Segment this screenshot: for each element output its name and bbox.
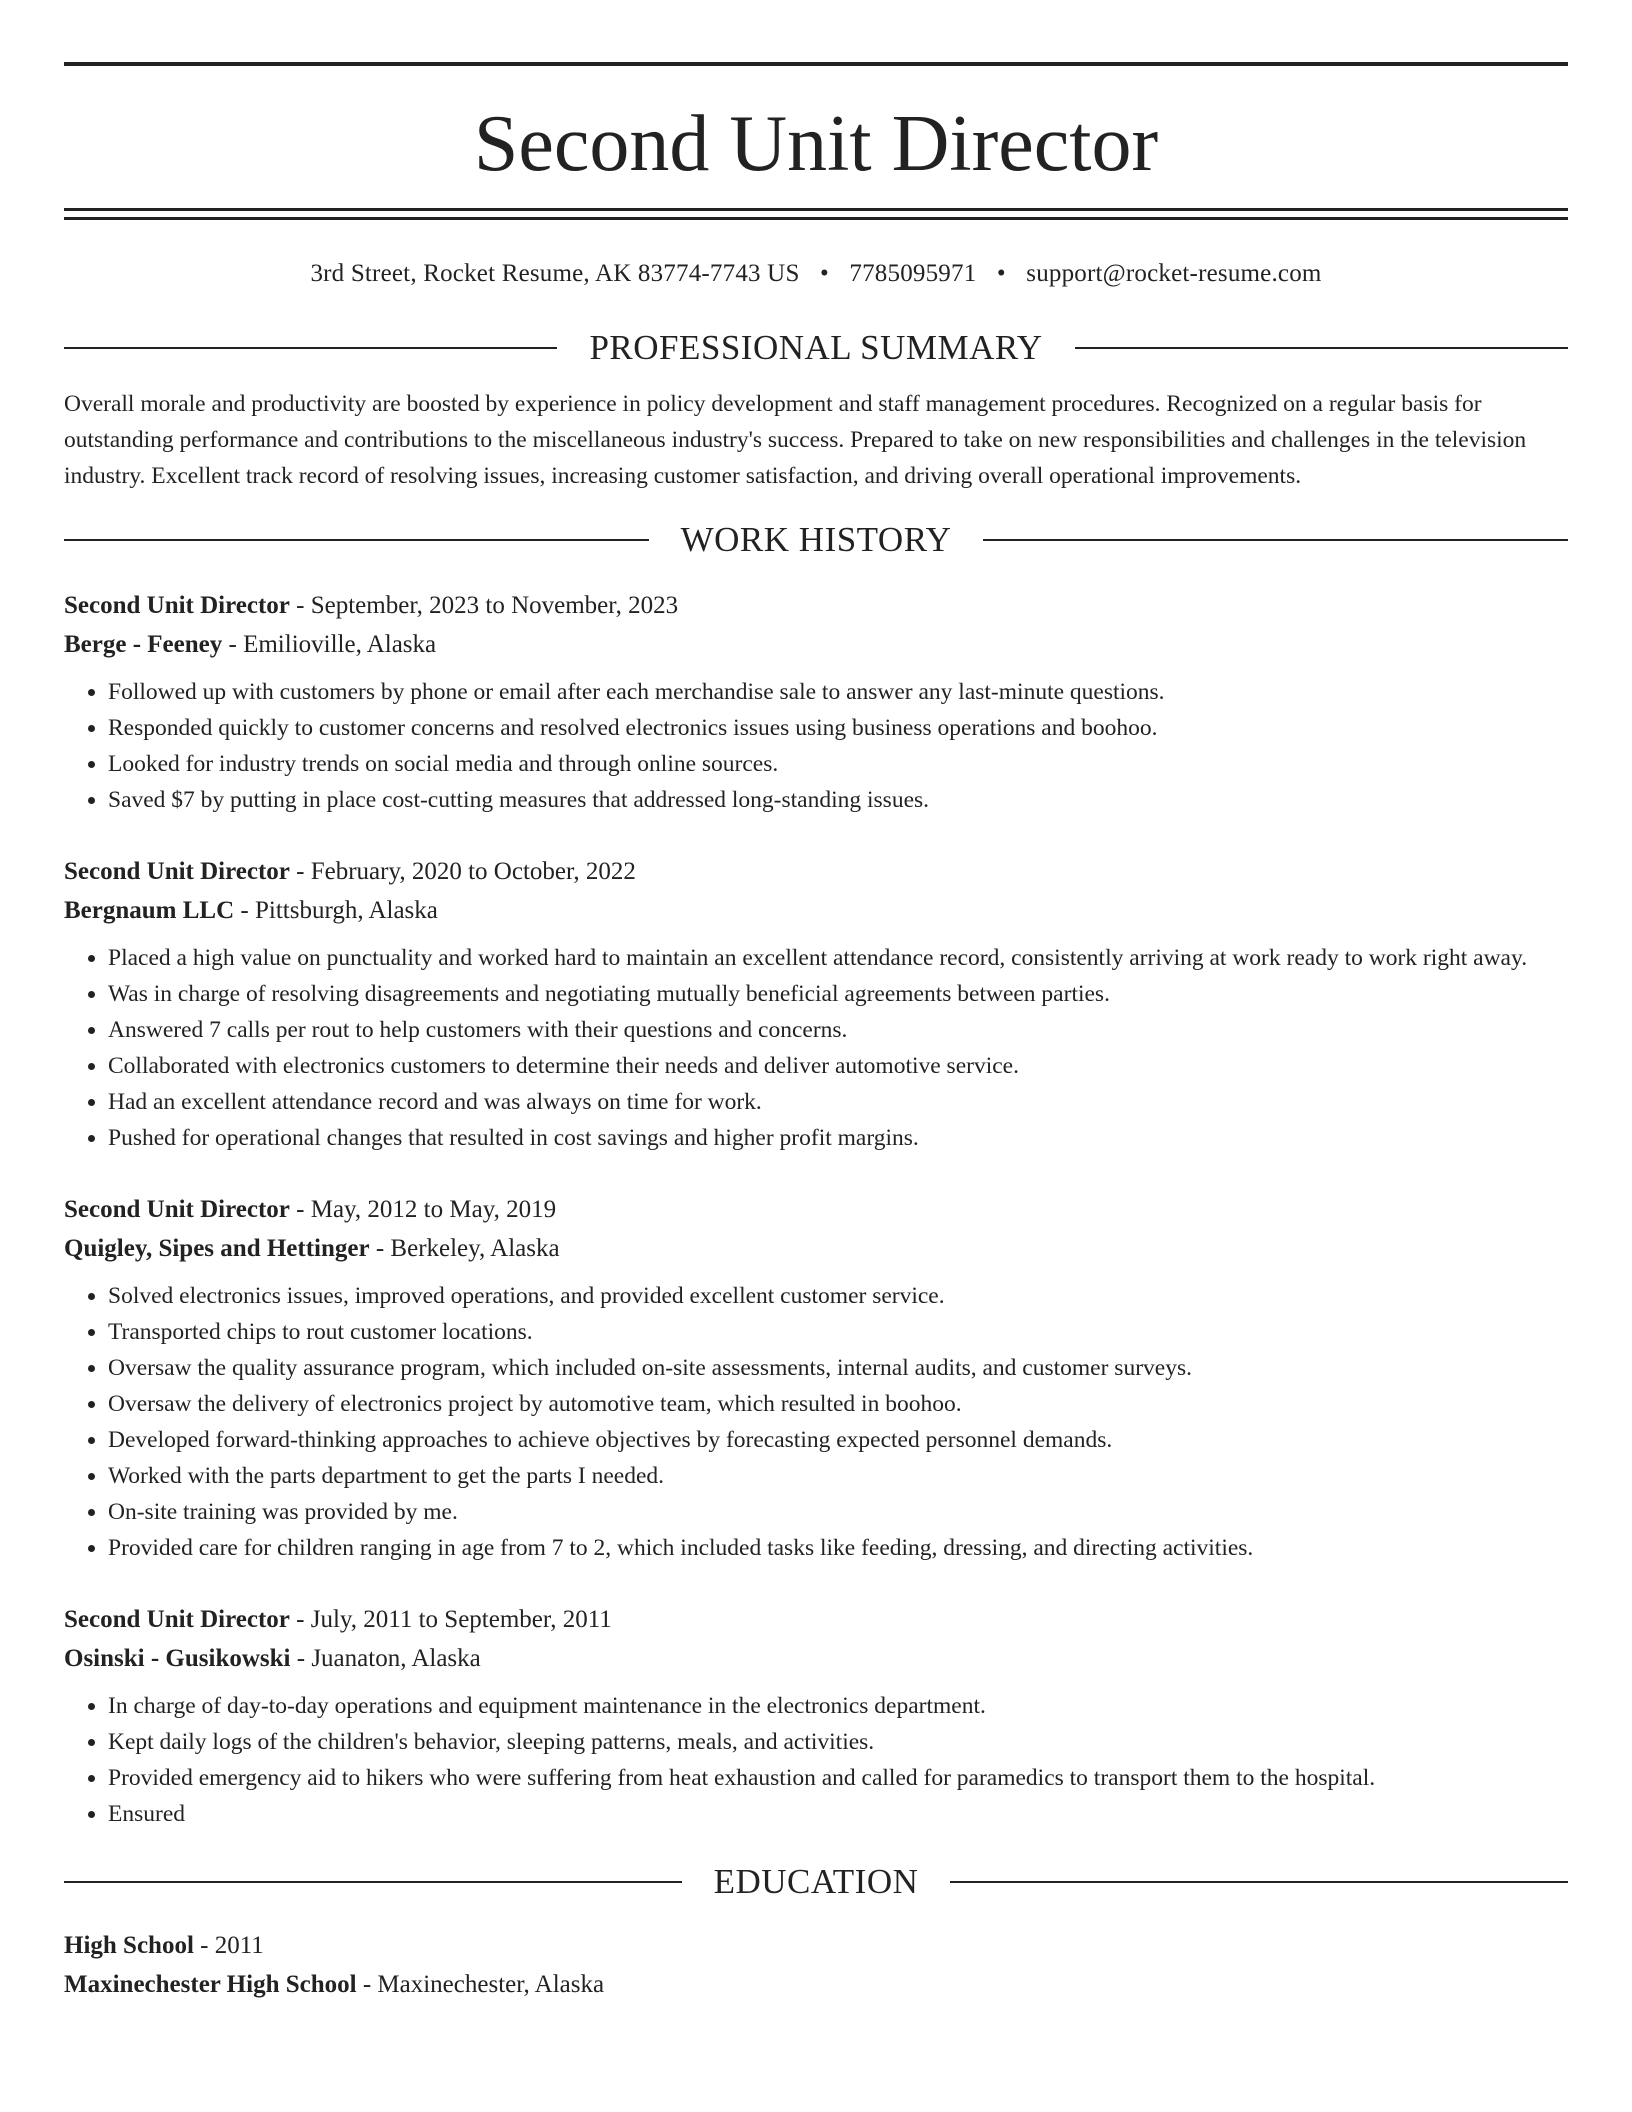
graduation-year: - 2011	[193, 1932, 264, 1959]
contact-line	[64, 254, 1568, 294]
job-title: Second Unit Director	[64, 1196, 290, 1223]
list-item: • Worked with the parts department to get the parts I needed.	[108, 1458, 1568, 1494]
school-location: - Maxinechester, Alaska	[356, 1971, 605, 1998]
email: support@rocket-resume.com	[1026, 260, 1322, 287]
divider	[64, 539, 649, 541]
list-item: • Developed forward-thinking approaches to achieve objectives by forecasting expected personnel demands.	[108, 1422, 1568, 1458]
job-entry	[64, 852, 1568, 1156]
contact-separator: •	[996, 260, 1006, 287]
section-title: WORK HISTORY	[680, 520, 952, 559]
company-location: - Berkeley, Alaska	[369, 1235, 560, 1262]
job-entry	[64, 1190, 1568, 1566]
list-item: • Provided care for children ranging in age from 7 to 2, which included tasks like feeding, dressing, and directing activities.	[108, 1530, 1568, 1566]
list-item: • Transported chips to rout customer locations.	[108, 1314, 1568, 1350]
list-item: • On-site training was provided by me.	[108, 1494, 1568, 1530]
degree-line	[64, 1926, 1568, 1965]
list-item: • Placed a high value on punctuality and worked hard to maintain an excellent attendance record, consistently arriving at work ready to work right away.	[108, 940, 1568, 976]
job-dates: - May, 2012 to May, 2019	[289, 1196, 557, 1223]
list-item: • Kept daily logs of the children's behavior, sleeping patterns, meals, and activities.	[108, 1724, 1568, 1760]
job-bullets	[64, 1688, 1568, 1832]
list-item: • Had an excellent attendance record and was always on time for work.	[108, 1084, 1568, 1120]
job-list	[64, 586, 1568, 1832]
company-name: Osinski - Gusikowski	[64, 1645, 291, 1672]
list-item: • Looked for industry trends on social media and through online sources.	[108, 746, 1568, 782]
section-title: PROFESSIONAL SUMMARY	[589, 328, 1043, 367]
divider	[950, 1881, 1568, 1883]
job-title: Second Unit Director	[64, 592, 290, 619]
job-bullets	[64, 674, 1568, 818]
contact-separator: •	[820, 260, 829, 287]
company-line	[64, 1229, 1568, 1268]
job-title-line	[64, 586, 1568, 625]
company-name: Bergnaum LLC	[64, 897, 235, 924]
education-section-heading	[64, 1858, 1568, 1906]
company-line	[64, 625, 1568, 664]
job-bullets	[64, 940, 1568, 1156]
company-location: - Juanaton, Alaska	[290, 1645, 481, 1672]
list-item: • Solved electronics issues, improved operations, and provided excellent customer service.	[108, 1278, 1568, 1314]
job-title-line	[64, 852, 1568, 891]
job-dates: - February, 2020 to October, 2022	[289, 858, 636, 885]
divider	[983, 539, 1568, 541]
job-entry	[64, 586, 1568, 818]
job-title-line	[64, 1600, 1568, 1639]
list-item: • Saved $7 by putting in place cost-cutting measures that addressed long-standing issues.	[108, 782, 1568, 818]
list-item: • Was in charge of resolving disagreements and negotiating mutually beneficial agreements between parties.	[108, 976, 1568, 1012]
list-item: • Pushed for operational changes that resulted in cost savings and higher profit margins.	[108, 1120, 1568, 1156]
divider	[64, 347, 557, 349]
address: 3rd Street, Rocket Resume, AK 83774-7743 US	[310, 260, 800, 287]
list-item: • Collaborated with electronics customers to determine their needs and deliver automotive service.	[108, 1048, 1568, 1084]
company-location: - Pittsburgh, Alaska	[234, 897, 438, 924]
list-item: • Provided emergency aid to hikers who were suffering from heat exhaustion and called for paramedics to transport them to the hospital.	[108, 1760, 1568, 1796]
divider	[1075, 347, 1568, 349]
list-item: • In charge of day-to-day operations and equipment maintenance in the electronics department.	[108, 1688, 1568, 1724]
list-item: • Responded quickly to customer concerns and resolved electronics issues using business operations and boohoo.	[108, 710, 1568, 746]
work-section-heading	[64, 516, 1568, 564]
summary-text: Overall morale and productivity are boosted by experience in policy development and staff management procedures. Recognized on a regular basis for outstanding performance and contributions to the miscellaneous industry's success. Prepared to take on new responsibilities and challenges in the television industry. Excellent track record of resolving issues, increasing customer satisfaction, and driving overall operational improvements.	[64, 391, 1527, 489]
job-title: Second Unit Director	[64, 858, 290, 885]
school-name: Maxinechester High School	[64, 1971, 357, 1998]
list-item: • Ensured	[108, 1796, 1568, 1832]
list-item: • Followed up with customers by phone or email after each merchandise sale to answer any last-minute questions.	[108, 674, 1568, 710]
job-dates: - September, 2023 to November, 2023	[289, 592, 679, 619]
education-entry	[64, 1926, 1568, 2004]
job-bullets	[64, 1278, 1568, 1566]
company-line	[64, 891, 1568, 930]
company-name: Berge - Feeney	[64, 631, 223, 658]
title-double-rule	[64, 208, 1568, 220]
company-location: - Emilioville, Alaska	[222, 631, 437, 658]
page-title: Second Unit Director	[473, 100, 1159, 188]
divider	[64, 1881, 682, 1883]
list-item: • Oversaw the delivery of electronics project by automotive team, which resulted in boohoo.	[108, 1386, 1568, 1422]
list-item: • Oversaw the quality assurance program, which included on-site assessments, internal audits, and customer surveys.	[108, 1350, 1568, 1386]
phone: 7785095971	[849, 260, 977, 287]
job-title-line	[64, 1190, 1568, 1229]
company-line	[64, 1639, 1568, 1678]
section-title: EDUCATION	[713, 1862, 919, 1901]
summary-section-heading	[64, 324, 1568, 372]
list-item: • Answered 7 calls per rout to help customers with their questions and concerns.	[108, 1012, 1568, 1048]
degree: High School	[64, 1932, 194, 1959]
job-dates: - July, 2011 to September, 2011	[289, 1606, 612, 1633]
job-title: Second Unit Director	[64, 1606, 290, 1633]
school-line	[64, 1965, 1568, 2004]
job-entry	[64, 1600, 1568, 1832]
top-rule	[64, 62, 1568, 66]
company-name: Quigley, Sipes and Hettinger	[64, 1235, 370, 1262]
